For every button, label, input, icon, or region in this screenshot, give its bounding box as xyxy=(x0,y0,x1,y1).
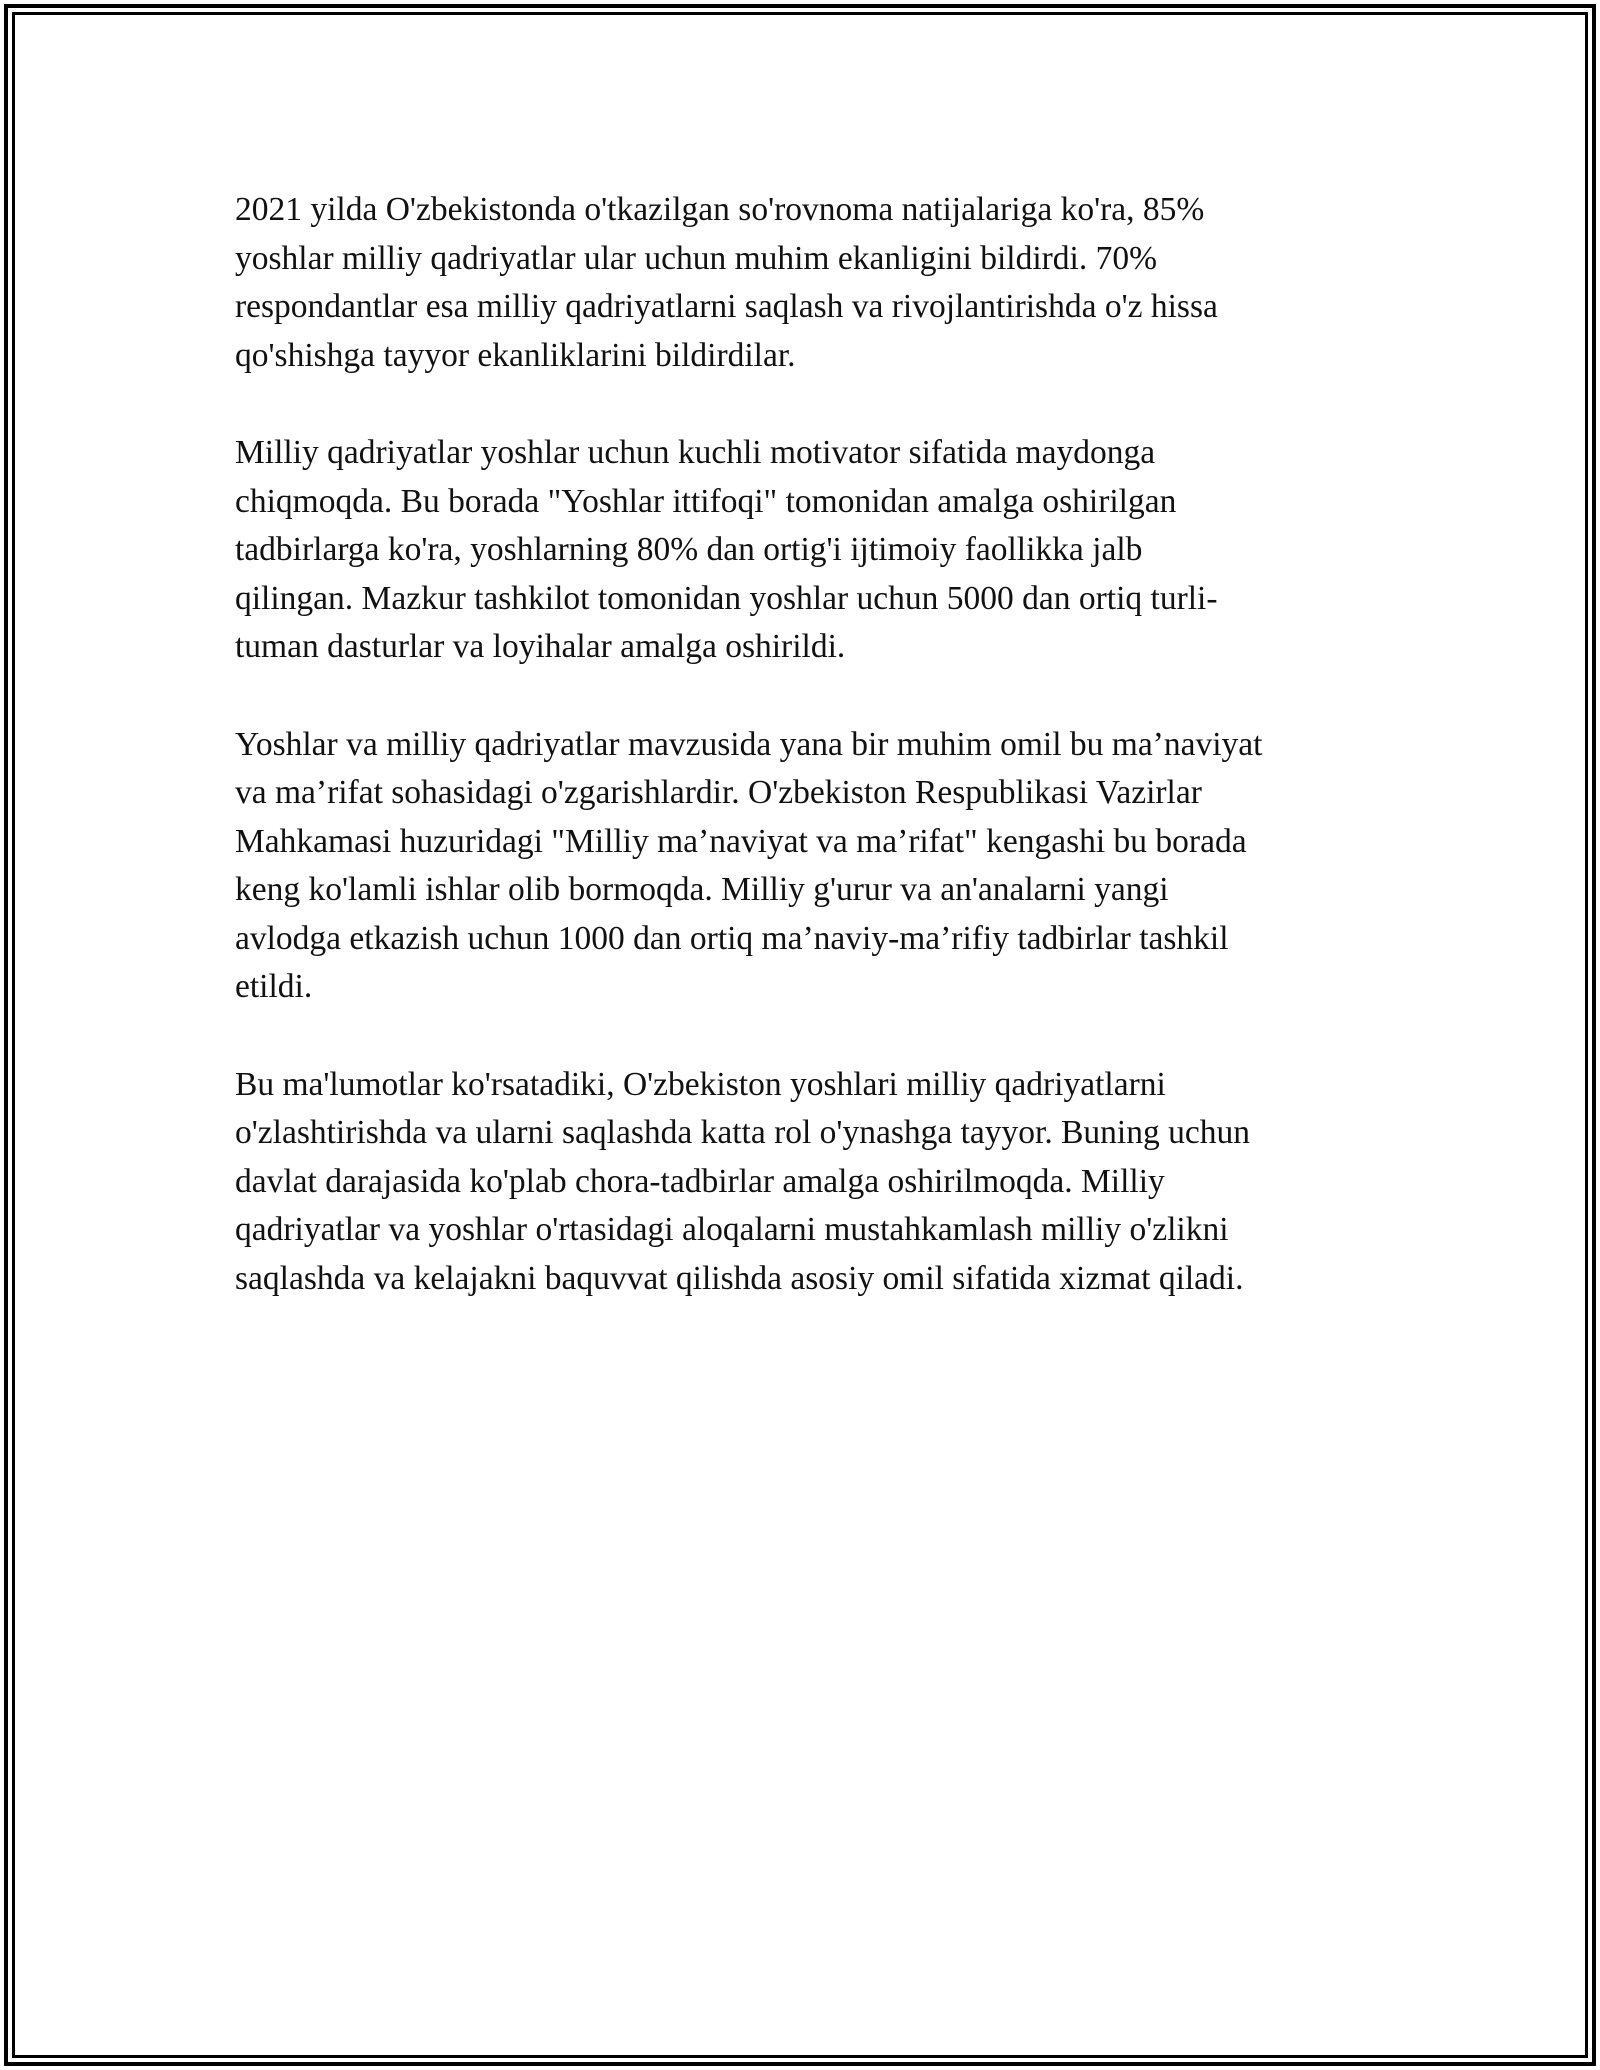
paragraph-survey-results: 2021 yilda O'zbekistonda o'tkazilgan so'rovnoma natijalariga ko'ra, 85% yoshlar milliy qadriyatlar ular uchun muhim ekanligini bildirdi. 70% respondantlar esa milliy qadriyatlarni saqlash va rivojlantirishda o'z hissa qo'shishga tayyor ekanliklarini bildirdilar. xyxy=(235,191,1218,374)
paragraph-spirituality-council: Yoshlar va milliy qadriyatlar mavzusida yana bir muhim omil bu ma’naviyat va ma’rifat sohasidagi o'zgarishlardir. O'zbekiston Respublikasi Vazirlar Mahkamasi huzuridagi "Milliy ma’naviyat va ma’rifat" kengashi bu borada keng ko'lamli ishlar olib bormoqda. Milliy g'urur va an'analarni yangi avlodga etkazish uchun 1000 dan ortiq ma’naviy-ma’rifiy tadbirlar tashkil etildi. xyxy=(235,725,1263,1005)
document-body xyxy=(235,186,1375,1352)
paragraph-conclusion: Bu ma'lumotlar ko'rsatadiki, O'zbekiston yoshlari milliy qadriyatlarni o'zlashtirishda va ularni saqlashda katta rol o'ynashga tayyor. Buning uchun davlat darajasida ko'plab chora-tadbirlar amalga oshirilmoqda. Milliy qadriyatlar va yoshlar o'rtasidagi aloqalarni mustahkamlash milliy o'zlikni saqlashda va kelajakni baquvvat qilishda asosiy omil sifatida xizmat qiladi. xyxy=(235,1065,1250,1297)
paragraph-youth-union: Milliy qadriyatlar yoshlar uchun kuchli motivator sifatida maydonga chiqmoqda. Bu borada "Yoshlar ittifoqi" tomonidan amalga oshirilgan tadbirlarga ko'ra, yoshlarning 80% dan ortig'i ijtimoiy faollikka jalb qilingan. Mazkur tashkilot tomonidan yoshlar uchun 5000 dan ortiq turli- tuman dasturlar va loyihalar amalga oshirildi. xyxy=(235,434,1218,665)
